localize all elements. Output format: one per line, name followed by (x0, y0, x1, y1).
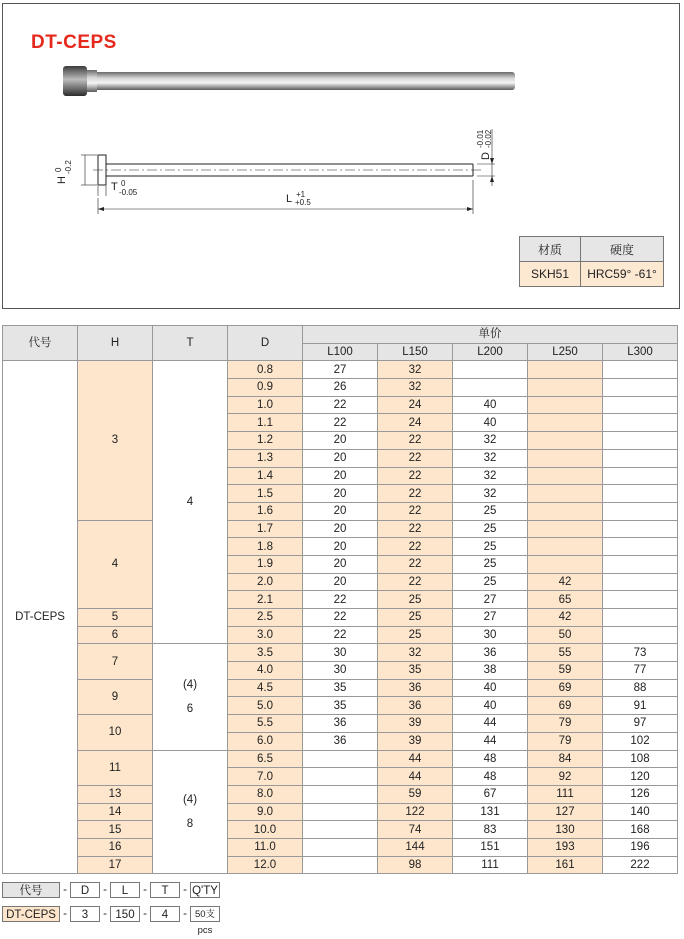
t-cell-bottom: 6 (186, 702, 194, 715)
d-cell: 0.9 (228, 379, 303, 397)
price-cell-l100: 30 (303, 644, 378, 662)
table-row (3, 520, 678, 538)
d-cell: 10.0 (228, 821, 303, 839)
price-cell-l300 (603, 432, 678, 450)
price-cell-l100: 22 (303, 591, 378, 609)
t-cell-bottom: 4 (186, 496, 194, 509)
price-cell-l250: 130 (528, 821, 603, 839)
price-cell-l250: 42 (528, 573, 603, 591)
price-cell-l150: 22 (378, 432, 453, 450)
d-cell: 3.0 (228, 626, 303, 644)
price-cell-l200: 40 (453, 679, 528, 697)
price-cell-l200: 32 (453, 432, 528, 450)
table-row (3, 750, 678, 768)
header-l200: L200 (453, 343, 528, 361)
d-cell: 5.0 (228, 697, 303, 715)
t-cell (153, 361, 228, 644)
h-letter: H (56, 176, 68, 184)
price-cell-l250: 59 (528, 662, 603, 680)
h-cell: 6 (78, 626, 153, 644)
order-sep: - (103, 908, 107, 920)
price-cell-l300: 140 (603, 803, 678, 821)
d-cell: 1.8 (228, 538, 303, 556)
price-cell-l300 (603, 485, 678, 503)
d-cell: 4.5 (228, 679, 303, 697)
t-tol-lower: -0.05 (119, 188, 138, 197)
price-cell-l250: 55 (528, 644, 603, 662)
price-cell-l300: 120 (603, 768, 678, 786)
price-cell-l100: 35 (303, 679, 378, 697)
price-cell-l150: 35 (378, 662, 453, 680)
price-cell-l100 (303, 803, 378, 821)
price-cell-l300: 91 (603, 697, 678, 715)
order-code-example (2, 882, 684, 936)
table-row (3, 838, 678, 856)
price-table (2, 325, 678, 874)
price-cell-l150: 32 (378, 361, 453, 379)
price-cell-l150: 32 (378, 644, 453, 662)
price-cell-l200: 27 (453, 591, 528, 609)
price-cell-l200: 151 (453, 838, 528, 856)
price-cell-l100 (303, 750, 378, 768)
code-cell: DT-CEPS (3, 361, 78, 874)
header-h: H (78, 326, 153, 361)
price-cell-l100: 20 (303, 502, 378, 520)
price-cell-l300: 196 (603, 838, 678, 856)
price-cell-l100: 20 (303, 449, 378, 467)
price-cell-l300: 222 (603, 856, 678, 874)
price-cell-l100: 22 (303, 609, 378, 627)
price-cell-l100: 20 (303, 485, 378, 503)
price-cell-l100: 20 (303, 467, 378, 485)
header-l300: L300 (603, 343, 678, 361)
price-cell-l250 (528, 432, 603, 450)
price-cell-l250: 42 (528, 609, 603, 627)
price-cell-l200: 48 (453, 768, 528, 786)
price-cell-l250 (528, 538, 603, 556)
price-cell-l100: 36 (303, 715, 378, 733)
h-cell: 7 (78, 644, 153, 679)
h-cell: 15 (78, 821, 153, 839)
hardness-value: HRC59° -61° (581, 262, 664, 287)
price-cell-l300 (603, 379, 678, 397)
price-cell-l300 (603, 538, 678, 556)
t-cell-top: (4) (182, 678, 198, 691)
d-tol-lower: -0.02 (484, 129, 493, 148)
price-cell-l250: 79 (528, 732, 603, 750)
table-row (3, 609, 678, 627)
price-cell-l150: 39 (378, 732, 453, 750)
price-cell-l100: 22 (303, 396, 378, 414)
l-tol-upper: +1 (296, 190, 306, 199)
d-cell: 7.0 (228, 768, 303, 786)
h-cell: 10 (78, 715, 153, 750)
price-cell-l300 (603, 396, 678, 414)
d-cell: 0.8 (228, 361, 303, 379)
price-cell-l200 (453, 379, 528, 397)
price-cell-l150: 122 (378, 803, 453, 821)
price-cell-l250: 92 (528, 768, 603, 786)
price-cell-l200: 25 (453, 573, 528, 591)
table-row (3, 785, 678, 803)
price-cell-l200: 40 (453, 697, 528, 715)
price-cell-l200: 83 (453, 821, 528, 839)
price-cell-l200: 32 (453, 467, 528, 485)
d-cell: 1.3 (228, 449, 303, 467)
price-cell-l100 (303, 838, 378, 856)
price-cell-l250 (528, 449, 603, 467)
price-cell-l150: 36 (378, 679, 453, 697)
price-cell-l200 (453, 361, 528, 379)
price-cell-l200: 27 (453, 609, 528, 627)
h-cell: 16 (78, 838, 153, 856)
price-cell-l250: 84 (528, 750, 603, 768)
price-cell-l150: 22 (378, 449, 453, 467)
price-cell-l200: 67 (453, 785, 528, 803)
price-cell-l100 (303, 785, 378, 803)
price-cell-l200: 44 (453, 715, 528, 733)
price-cell-l150: 24 (378, 396, 453, 414)
order-sep: - (63, 908, 67, 920)
price-cell-l150: 32 (378, 379, 453, 397)
order-header-t: T (150, 882, 180, 898)
price-cell-l100 (303, 856, 378, 874)
h-cell: 3 (78, 361, 153, 520)
material-value: SKH51 (520, 262, 581, 287)
price-cell-l300 (603, 449, 678, 467)
price-cell-l100: 20 (303, 555, 378, 573)
d-cell: 12.0 (228, 856, 303, 874)
price-cell-l250 (528, 379, 603, 397)
price-cell-l200: 25 (453, 520, 528, 538)
d-cell: 3.5 (228, 644, 303, 662)
d-cell: 1.6 (228, 502, 303, 520)
d-cell: 1.7 (228, 520, 303, 538)
header-l250: L250 (528, 343, 603, 361)
price-cell-l250 (528, 414, 603, 432)
hardness-header: 硬度 (581, 237, 664, 262)
price-cell-l250: 193 (528, 838, 603, 856)
price-cell-l100: 22 (303, 626, 378, 644)
price-cell-l300: 73 (603, 644, 678, 662)
order-header-d: D (70, 882, 100, 898)
d-cell: 2.1 (228, 591, 303, 609)
price-cell-l250: 127 (528, 803, 603, 821)
order-example-code: DT-CEPS (2, 906, 60, 922)
d-cell: 1.2 (228, 432, 303, 450)
price-cell-l150: 144 (378, 838, 453, 856)
price-cell-l250 (528, 555, 603, 573)
table-row (3, 821, 678, 839)
h-cell: 13 (78, 785, 153, 803)
price-cell-l150: 22 (378, 467, 453, 485)
price-cell-l300: 168 (603, 821, 678, 839)
d-cell: 9.0 (228, 803, 303, 821)
price-cell-l150: 22 (378, 485, 453, 503)
price-cell-l300 (603, 573, 678, 591)
header-l150: L150 (378, 343, 453, 361)
t-cell-bottom: 8 (186, 817, 194, 830)
price-cell-l300: 77 (603, 662, 678, 680)
price-cell-l300 (603, 591, 678, 609)
d-cell: 4.0 (228, 662, 303, 680)
header-unit-price: 单价 (303, 326, 678, 344)
price-cell-l300 (603, 361, 678, 379)
price-cell-l150: 44 (378, 750, 453, 768)
price-cell-l100: 20 (303, 432, 378, 450)
h-cell: 9 (78, 679, 153, 714)
price-cell-l150: 98 (378, 856, 453, 874)
order-sep: - (183, 908, 187, 920)
price-cell-l200: 25 (453, 502, 528, 520)
price-cell-l150: 59 (378, 785, 453, 803)
price-cell-l150: 25 (378, 591, 453, 609)
price-cell-l250: 79 (528, 715, 603, 733)
h-cell: 14 (78, 803, 153, 821)
price-cell-l200: 40 (453, 396, 528, 414)
d-cell: 1.0 (228, 396, 303, 414)
material-header: 材质 (520, 237, 581, 262)
price-cell-l250: 50 (528, 626, 603, 644)
price-cell-l200: 32 (453, 449, 528, 467)
h-cell: 4 (78, 520, 153, 608)
price-cell-l250: 69 (528, 679, 603, 697)
order-sep: - (143, 908, 147, 920)
price-cell-l300: 88 (603, 679, 678, 697)
price-cell-l300 (603, 502, 678, 520)
h-tol-lower: -0.2 (64, 160, 73, 174)
price-cell-l200: 111 (453, 856, 528, 874)
price-cell-l300: 97 (603, 715, 678, 733)
price-cell-l200: 48 (453, 750, 528, 768)
price-cell-l150: 22 (378, 555, 453, 573)
table-row (3, 715, 678, 733)
order-header-qty: Q'TY (190, 882, 220, 898)
price-cell-l250 (528, 502, 603, 520)
ejector-pin-photo (61, 64, 521, 100)
price-cell-l150: 24 (378, 414, 453, 432)
order-header-code: 代号 (2, 882, 60, 898)
order-sep: - (183, 884, 187, 896)
order-example-t: 4 (150, 906, 180, 922)
order-example-qty: 50支pcs (190, 906, 220, 922)
price-cell-l150: 74 (378, 821, 453, 839)
d-cell: 8.0 (228, 785, 303, 803)
table-row (3, 644, 678, 662)
price-cell-l200: 40 (453, 414, 528, 432)
d-cell: 6.0 (228, 732, 303, 750)
t-cell-top: (4) (182, 793, 198, 806)
order-sep: - (143, 884, 147, 896)
t-cell (153, 644, 228, 750)
table-row (3, 803, 678, 821)
price-cell-l300: 102 (603, 732, 678, 750)
price-cell-l200: 25 (453, 538, 528, 556)
table-row (3, 679, 678, 697)
price-cell-l150: 22 (378, 573, 453, 591)
order-example-l: 150 (110, 906, 140, 922)
price-cell-l250 (528, 361, 603, 379)
price-cell-l300 (603, 626, 678, 644)
price-cell-l200: 44 (453, 732, 528, 750)
price-cell-l200: 38 (453, 662, 528, 680)
l-letter: L (286, 193, 293, 205)
order-example-d: 3 (70, 906, 100, 922)
h-tol-upper: 0 (54, 167, 63, 172)
d-cell: 6.5 (228, 750, 303, 768)
price-cell-l250: 65 (528, 591, 603, 609)
technical-drawing (43, 124, 513, 219)
h-cell: 11 (78, 750, 153, 785)
price-cell-l100: 20 (303, 573, 378, 591)
order-sep: - (63, 884, 67, 896)
t-tol-upper: 0 (121, 179, 126, 188)
header-d: D (228, 326, 303, 361)
price-cell-l100: 36 (303, 732, 378, 750)
price-cell-l100 (303, 821, 378, 839)
price-cell-l150: 25 (378, 626, 453, 644)
price-cell-l150: 39 (378, 715, 453, 733)
d-cell: 2.0 (228, 573, 303, 591)
price-cell-l250: 161 (528, 856, 603, 874)
d-cell: 11.0 (228, 838, 303, 856)
t-letter: T (111, 181, 118, 193)
d-tol-upper: -0.01 (476, 129, 485, 148)
price-cell-l200: 30 (453, 626, 528, 644)
d-letter: D (480, 152, 492, 160)
price-cell-l300: 108 (603, 750, 678, 768)
price-cell-l200: 25 (453, 555, 528, 573)
price-cell-l250 (528, 520, 603, 538)
t-cell (153, 750, 228, 874)
h-cell: 17 (78, 856, 153, 874)
header-code: 代号 (3, 326, 78, 361)
product-panel (2, 3, 680, 309)
price-cell-l150: 22 (378, 502, 453, 520)
price-cell-l100: 26 (303, 379, 378, 397)
table-row (3, 626, 678, 644)
price-cell-l100: 27 (303, 361, 378, 379)
price-cell-l300 (603, 609, 678, 627)
d-cell: 1.9 (228, 555, 303, 573)
d-cell: 1.1 (228, 414, 303, 432)
price-cell-l250 (528, 467, 603, 485)
price-cell-l150: 22 (378, 538, 453, 556)
header-t: T (153, 326, 228, 361)
table-row (3, 361, 678, 379)
price-cell-l300 (603, 520, 678, 538)
price-cell-l300 (603, 414, 678, 432)
price-cell-l150: 25 (378, 609, 453, 627)
price-cell-l100: 20 (303, 538, 378, 556)
price-cell-l300: 126 (603, 785, 678, 803)
price-cell-l150: 22 (378, 520, 453, 538)
price-cell-l200: 32 (453, 485, 528, 503)
material-table (519, 236, 664, 287)
d-cell: 5.5 (228, 715, 303, 733)
price-cell-l250: 69 (528, 697, 603, 715)
price-cell-l250: 111 (528, 785, 603, 803)
header-l100: L100 (303, 343, 378, 361)
price-cell-l100: 30 (303, 662, 378, 680)
price-cell-l100 (303, 768, 378, 786)
price-cell-l250 (528, 485, 603, 503)
price-cell-l100: 22 (303, 414, 378, 432)
price-cell-l300 (603, 467, 678, 485)
order-sep: - (103, 884, 107, 896)
price-cell-l150: 44 (378, 768, 453, 786)
order-header-l: L (110, 882, 140, 898)
d-cell: 2.5 (228, 609, 303, 627)
l-tol-lower: +0.5 (295, 198, 311, 207)
d-cell: 1.4 (228, 467, 303, 485)
price-cell-l100: 35 (303, 697, 378, 715)
table-row (3, 856, 678, 874)
price-cell-l150: 36 (378, 697, 453, 715)
d-cell: 1.5 (228, 485, 303, 503)
price-cell-l250 (528, 396, 603, 414)
price-cell-l300 (603, 555, 678, 573)
price-cell-l200: 36 (453, 644, 528, 662)
product-title: DT-CEPS (31, 32, 117, 53)
price-cell-l200: 131 (453, 803, 528, 821)
h-cell: 5 (78, 609, 153, 627)
price-cell-l100: 20 (303, 520, 378, 538)
